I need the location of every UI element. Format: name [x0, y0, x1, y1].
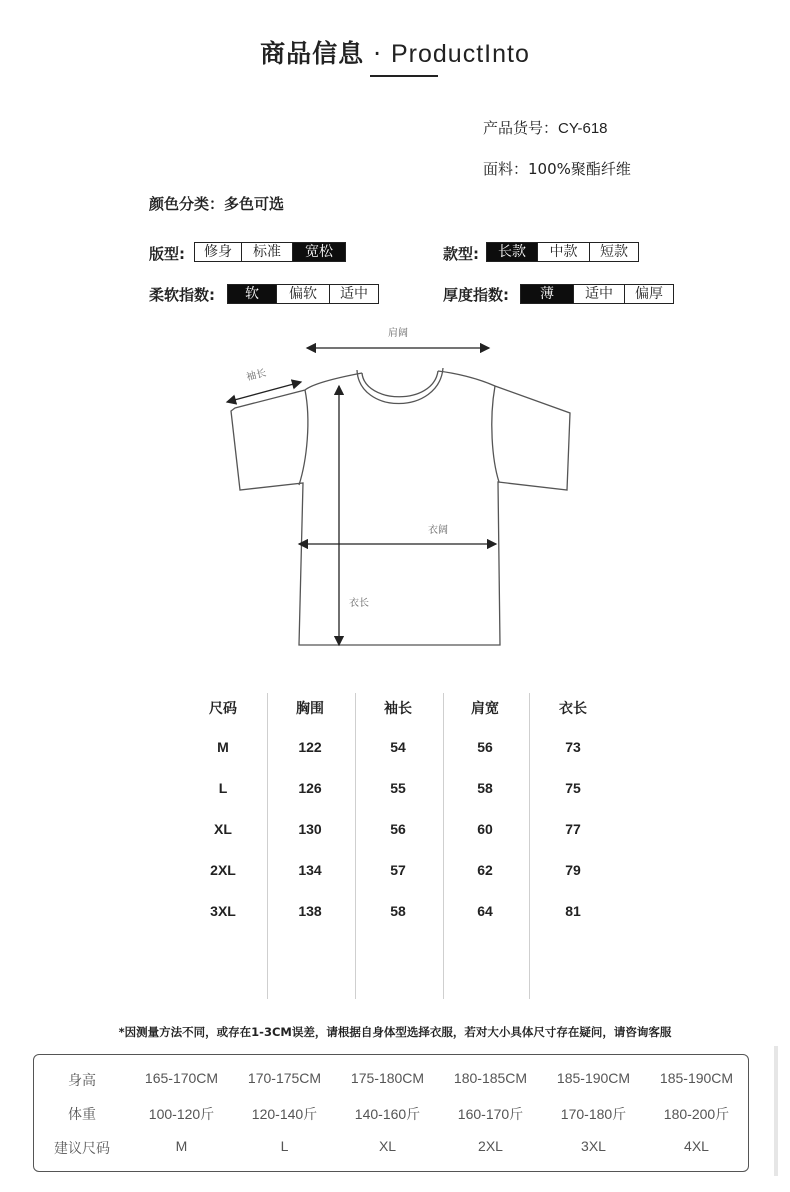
tshirt-diagram — [215, 320, 585, 660]
shoulder-label: 肩阔 — [388, 328, 408, 339]
sleeve-label: 袖长 — [245, 367, 268, 384]
weight-value: 140-160斤 — [354, 1106, 421, 1122]
thickness-label: 厚度指数: — [443, 286, 509, 304]
suggested-size-value: M — [175, 1138, 188, 1154]
size-table-size: 2XL — [210, 862, 236, 878]
size-table-cell: 55 — [390, 780, 406, 796]
softness-options — [228, 284, 379, 304]
table-divider — [529, 693, 530, 999]
thickness-options — [521, 284, 674, 304]
size-table-cell: 130 — [298, 821, 322, 837]
size-recommendation — [33, 1054, 749, 1172]
item-number-label: 产品货号： — [483, 119, 559, 137]
title-en: ProductInto — [391, 40, 530, 68]
thickness-option-thick: 偏厚 — [624, 284, 674, 304]
page-title — [0, 34, 790, 70]
length-label: 衣长 — [349, 598, 369, 609]
title-cn: 商品信息 — [260, 39, 365, 68]
tshirt-outline — [231, 368, 570, 645]
size-table-cell: 77 — [565, 821, 581, 837]
size-table-cell: 79 — [565, 862, 581, 878]
style-option-long: 长款 — [486, 242, 538, 262]
size-table-cell: 138 — [298, 903, 322, 919]
height-value: 170-175CM — [247, 1070, 322, 1086]
size-table-cell: 75 — [565, 780, 581, 796]
suggested-size-value: 3XL — [581, 1138, 606, 1154]
suggested-size-value: 2XL — [478, 1138, 503, 1154]
size-table-cell: 58 — [390, 903, 406, 919]
size-table-size: 3XL — [210, 903, 236, 919]
weight-value: 170-180斤 — [560, 1106, 627, 1122]
fabric-label: 面料： — [483, 160, 529, 178]
size-table-cell: 64 — [477, 903, 493, 919]
fabric-value: 100%聚酯纤维 — [528, 160, 631, 178]
suggested-size-value: XL — [378, 1138, 397, 1154]
size-table-size: L — [218, 780, 228, 796]
height-value: 180-185CM — [453, 1070, 528, 1086]
suggested-size-row — [34, 1138, 750, 1158]
suggested-size-value: L — [280, 1138, 289, 1154]
style-option-short: 短款 — [589, 242, 639, 262]
softness-label: 柔软指数: — [149, 286, 215, 304]
height-value: 175-180CM — [350, 1070, 425, 1086]
color-value: 多色可选 — [224, 195, 285, 213]
size-table-cell: 81 — [565, 903, 581, 919]
softness-option-slightly-soft: 偏软 — [276, 284, 330, 304]
table-divider — [443, 693, 444, 999]
softness-option-medium: 适中 — [329, 284, 379, 304]
size-table-cell: 57 — [390, 862, 406, 878]
table-divider — [355, 693, 356, 999]
sleeve-arrow — [227, 382, 301, 402]
weight-label: 体重 — [68, 1107, 96, 1123]
size-table-size: XL — [214, 821, 232, 837]
weight-value: 120-140斤 — [251, 1106, 318, 1122]
size-table-cell: 58 — [477, 780, 493, 796]
color-category — [149, 193, 284, 214]
size-table-header: 衣长 — [559, 701, 587, 717]
size-table-size: M — [217, 739, 229, 755]
weight-value: 180-200斤 — [663, 1106, 730, 1122]
fit-options — [195, 242, 346, 262]
size-table-cell: 122 — [298, 739, 322, 755]
height-value: 185-190CM — [556, 1070, 631, 1086]
suggested-size-label: 建议尺码 — [54, 1141, 110, 1157]
thickness-option-thin: 薄 — [520, 284, 574, 304]
height-label: 身高 — [68, 1073, 96, 1089]
weight-row — [34, 1104, 750, 1124]
size-table-cell: 126 — [298, 780, 322, 796]
height-value: 165-170CM — [144, 1070, 219, 1086]
item-number-value: CY-618 — [558, 120, 608, 137]
height-row — [34, 1070, 750, 1090]
measurement-note: *因测量方法不同，或存在1-3CM误差，请根据自身体型选择衣服，若对大小具体尺寸存在疑问，请咨询客服 — [118, 1025, 672, 1039]
size-table-cell: 56 — [477, 739, 493, 755]
style-label: 款型: — [443, 245, 479, 263]
weight-value: 160-170斤 — [457, 1106, 524, 1122]
size-table-cell: 73 — [565, 739, 581, 755]
size-table-header: 尺码 — [209, 701, 237, 717]
size-table-header: 肩宽 — [471, 701, 499, 717]
title-underline — [370, 75, 438, 77]
size-table-cell: 56 — [390, 821, 406, 837]
suggested-size-value: 4XL — [684, 1138, 709, 1154]
fabric — [483, 158, 631, 179]
height-value: 185-190CM — [659, 1070, 734, 1086]
style-option-medium: 中款 — [537, 242, 590, 262]
softness-option-soft: 软 — [227, 284, 277, 304]
size-table-header: 袖长 — [384, 701, 412, 717]
weight-value: 100-120斤 — [148, 1106, 215, 1122]
side-scroll-edge — [774, 1046, 778, 1176]
color-label: 颜色分类： — [149, 195, 225, 213]
table-divider — [267, 693, 268, 999]
size-table-cell: 54 — [390, 739, 406, 755]
fit-option-slim: 修身 — [194, 242, 242, 262]
item-number — [483, 117, 608, 138]
fit-label: 版型: — [149, 245, 185, 263]
size-table-cell: 134 — [298, 862, 322, 878]
fit-option-standard: 标准 — [241, 242, 293, 262]
size-table-header: 胸围 — [296, 701, 324, 717]
size-table-cell: 62 — [477, 862, 493, 878]
chest-label: 衣阔 — [428, 525, 448, 536]
style-options — [487, 242, 639, 262]
fit-option-loose: 宽松 — [292, 242, 346, 262]
size-table-cell: 60 — [477, 821, 493, 837]
thickness-option-medium: 适中 — [573, 284, 625, 304]
title-separator: · — [364, 39, 391, 68]
